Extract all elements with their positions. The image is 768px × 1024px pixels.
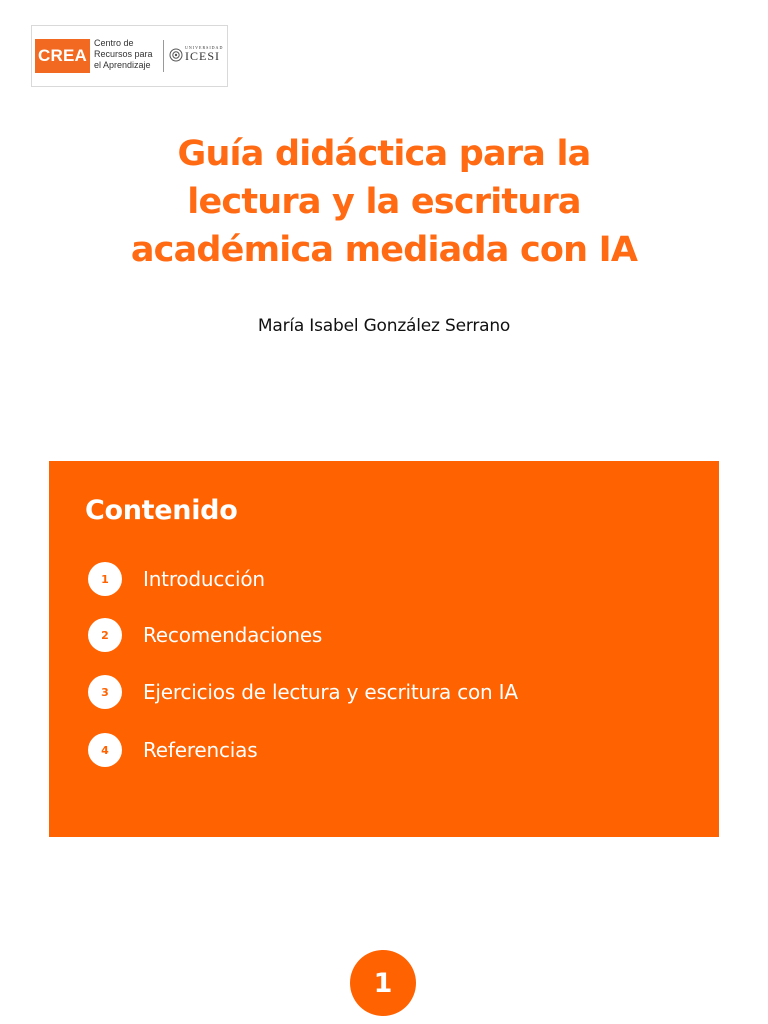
toc-item-label: Ejercicios de lectura y escritura con IA [143, 680, 518, 704]
page-number-badge: 1 [350, 950, 416, 1016]
table-of-contents [49, 461, 719, 837]
toc-item-number: 1 [88, 562, 122, 596]
toc-item-label: Recomendaciones [143, 623, 323, 647]
toc-item-introduccion[interactable] [88, 562, 265, 596]
title-line-3: académica mediada con IA [130, 230, 638, 270]
toc-item-referencias[interactable] [88, 733, 257, 767]
icesi-wordmark [185, 45, 223, 63]
toc-item-label: Referencias [143, 738, 258, 762]
toc-item-number: 3 [88, 675, 122, 709]
toc-item-label: Introducción [143, 567, 265, 591]
logo-text-line-1: Centro de [94, 38, 134, 48]
icesi-wordmark-big: ICESI [185, 49, 220, 63]
toc-item-number: 4 [88, 733, 122, 767]
icesi-wordmark-small: UNIVERSIDAD [185, 45, 224, 50]
toc-item-number: 2 [88, 618, 122, 652]
crea-logo-mark: CREA [35, 39, 90, 73]
crea-logo-text [94, 38, 153, 71]
logo-text-line-2: Recursos para [94, 49, 153, 59]
icesi-seal-icon [169, 48, 183, 62]
logo-divider [163, 40, 164, 72]
logo-text-line-3: el Aprendizaje [94, 60, 151, 70]
toc-heading: Contenido [85, 495, 238, 526]
title-line-2: lectura y la escritura [187, 182, 581, 222]
toc-item-recomendaciones[interactable] [88, 618, 322, 652]
title-line-1: Guía didáctica para la [177, 134, 591, 174]
toc-item-ejercicios[interactable] [88, 675, 518, 709]
document-title [40, 130, 728, 274]
author-name: María Isabel González Serrano [257, 316, 511, 336]
crea-icesi-logo [31, 25, 228, 87]
